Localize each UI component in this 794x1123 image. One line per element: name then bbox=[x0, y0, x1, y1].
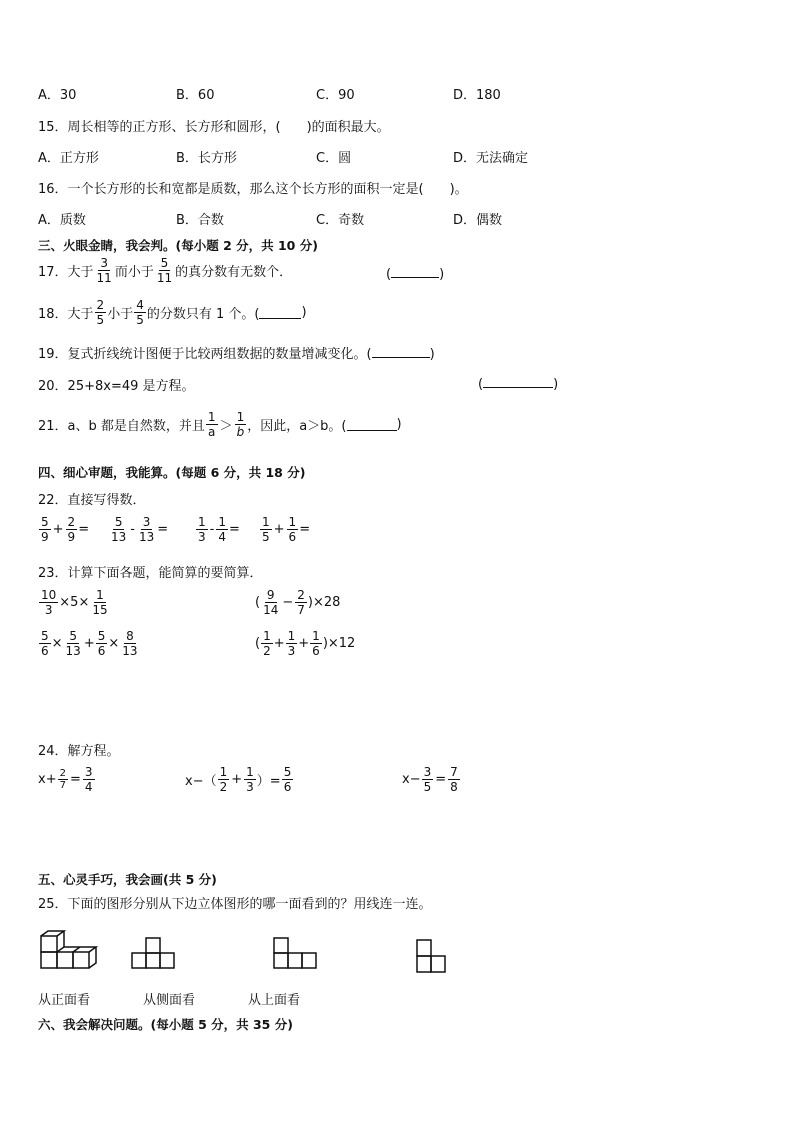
label-side-view: 从侧面看 bbox=[143, 993, 196, 1008]
q17-post: 的真分数有无数个． bbox=[175, 265, 293, 280]
q18-answer-blank[interactable] bbox=[259, 306, 301, 319]
solid-figure bbox=[38, 929, 100, 971]
q16-option-c: C．奇数 bbox=[316, 213, 365, 228]
q17-mid: 而小于 bbox=[114, 265, 154, 280]
q19: 19．复式折线统计图便于比较两组数据的数量增减变化。( ) bbox=[38, 347, 435, 362]
q22-item-1: $\frac{5}{9}$ + $\frac{2}{9}$ = bbox=[41, 515, 90, 544]
q23-expr-2: ( $\frac{9}{14}$ − $\frac{2}{7}$ )×28 bbox=[255, 588, 341, 617]
section-6-title: 六、我会解决问题。(每小题 5 分，共 35 分) bbox=[38, 1017, 293, 1032]
label-top-view: 从上面看 bbox=[248, 993, 301, 1008]
q15-text: 15．周长相等的正方形、长方形和圆形，( )的面积最大。 bbox=[38, 120, 390, 135]
section-3-title: 三、火眼金睛，我会判。(每小题 2 分，共 10 分) bbox=[38, 238, 318, 253]
view-figure-1 bbox=[130, 936, 176, 970]
q16-option-a: A．质数 bbox=[38, 213, 86, 228]
q23-text: 23．计算下面各题，能简算的要简算． bbox=[38, 566, 263, 581]
q22-item-2: $\frac{5}{13}$ - $\frac{3}{13}$ = bbox=[111, 515, 169, 544]
q18-fraction-2: $\frac{4}{5}$ bbox=[136, 298, 144, 327]
q22-item-3: $\frac{1}{3}$ - $\frac{1}{4}$ = bbox=[198, 515, 240, 544]
q18: 18．大于 $\frac{2}{5}$ 小于 $\frac{4}{5}$ 的分数只有 1 个。( ) bbox=[38, 298, 307, 327]
q15-option-d: D．无法确定 bbox=[453, 151, 529, 166]
q14-option-a: A．30 bbox=[38, 88, 77, 103]
view-figure-2 bbox=[272, 936, 318, 970]
q22-text: 22．直接写得数． bbox=[38, 493, 146, 508]
q16-text: 16．一个长方形的长和宽都是质数，那么这个长方形的面积一定是( )。 bbox=[38, 182, 468, 197]
q15-option-c: C．圆 bbox=[316, 151, 352, 166]
q21: 21．a、b 都是自然数，并且 $\frac{1}{a}$ ＞ $\frac{1}{b}$ ，因此，a＞b。( ) bbox=[38, 410, 402, 439]
q21-post: ，因此，a＞b。( bbox=[247, 419, 347, 434]
q15-option-b: B．长方形 bbox=[176, 151, 237, 166]
label-front-view: 从正面看 bbox=[38, 993, 91, 1008]
q14-option-b: B．60 bbox=[176, 88, 215, 103]
q18-fraction-1: $\frac{2}{5}$ bbox=[96, 298, 105, 327]
q20-answer-blank[interactable]: ( ) bbox=[478, 377, 559, 392]
q24-equation-3: x− $\frac{3}{5}$ = $\frac{7}{8}$ bbox=[402, 765, 458, 794]
q21-fraction-1: $\frac{1}{a}$ bbox=[207, 410, 216, 439]
q19-answer-blank[interactable] bbox=[372, 345, 430, 358]
q24-text: 24．解方程。 bbox=[38, 744, 120, 759]
q21-fraction-2: $\frac{1}{b}$ bbox=[236, 410, 245, 439]
q14-option-d: D．180 bbox=[453, 88, 501, 103]
q17-fraction-2: $\frac{5}{11}$ bbox=[156, 256, 173, 285]
view-figure-3 bbox=[415, 938, 447, 974]
q16-option-b: B．合数 bbox=[176, 213, 224, 228]
q16-option-d: D．偶数 bbox=[453, 213, 503, 228]
q23-expr-4: ( $\frac{1}{2}$ + $\frac{1}{3}$ + $\frac{1}{6}$ )×12 bbox=[255, 629, 356, 658]
section-4-title: 四、细心审题，我能算。(每题 6 分，共 18 分) bbox=[38, 465, 306, 480]
q21-answer-blank[interactable] bbox=[347, 418, 397, 431]
q17-fraction-1: $\frac{3}{11}$ bbox=[96, 256, 112, 285]
q24-equation-1: x+ $\frac{2}{7}$ = $\frac{3}{4}$ bbox=[38, 765, 93, 794]
q24-equation-2: x−（ $\frac{1}{2}$ + $\frac{1}{3}$ ）= $\frac{5}{6}$ bbox=[185, 765, 292, 794]
q21-pre: 21．a、b 都是自然数，并且 bbox=[38, 419, 205, 434]
q18-pre: 18．大于 bbox=[38, 307, 94, 322]
q20-text: 20．25+8x=49 是方程。 bbox=[38, 379, 195, 394]
q23-expr-3: $\frac{5}{6}$ × $\frac{5}{13}$ + $\frac{5}{6}$ × $\frac{8}{13}$ bbox=[41, 629, 138, 658]
q23-expr-1: $\frac{10}{3}$ ×5× $\frac{1}{15}$ bbox=[41, 588, 108, 617]
q18-mid: 小于 bbox=[107, 307, 134, 322]
q18-post: 的分数只有 1 个。( bbox=[146, 307, 260, 322]
q15-option-a: A．正方形 bbox=[38, 151, 99, 166]
q17-pre: 17．大于 bbox=[38, 265, 94, 280]
section-5-title: 五、心灵手巧，我会画(共 5 分) bbox=[38, 872, 217, 887]
q14-option-c: C．90 bbox=[316, 88, 355, 103]
q17-answer-blank[interactable]: ( ) bbox=[386, 267, 445, 282]
q17 bbox=[38, 256, 292, 285]
q25-text: 25．下面的图形分别从下边立体图形的哪一面看到的？用线连一连。 bbox=[38, 897, 432, 912]
q22-item-4: $\frac{1}{5}$ + $\frac{1}{6}$ = bbox=[262, 515, 311, 544]
